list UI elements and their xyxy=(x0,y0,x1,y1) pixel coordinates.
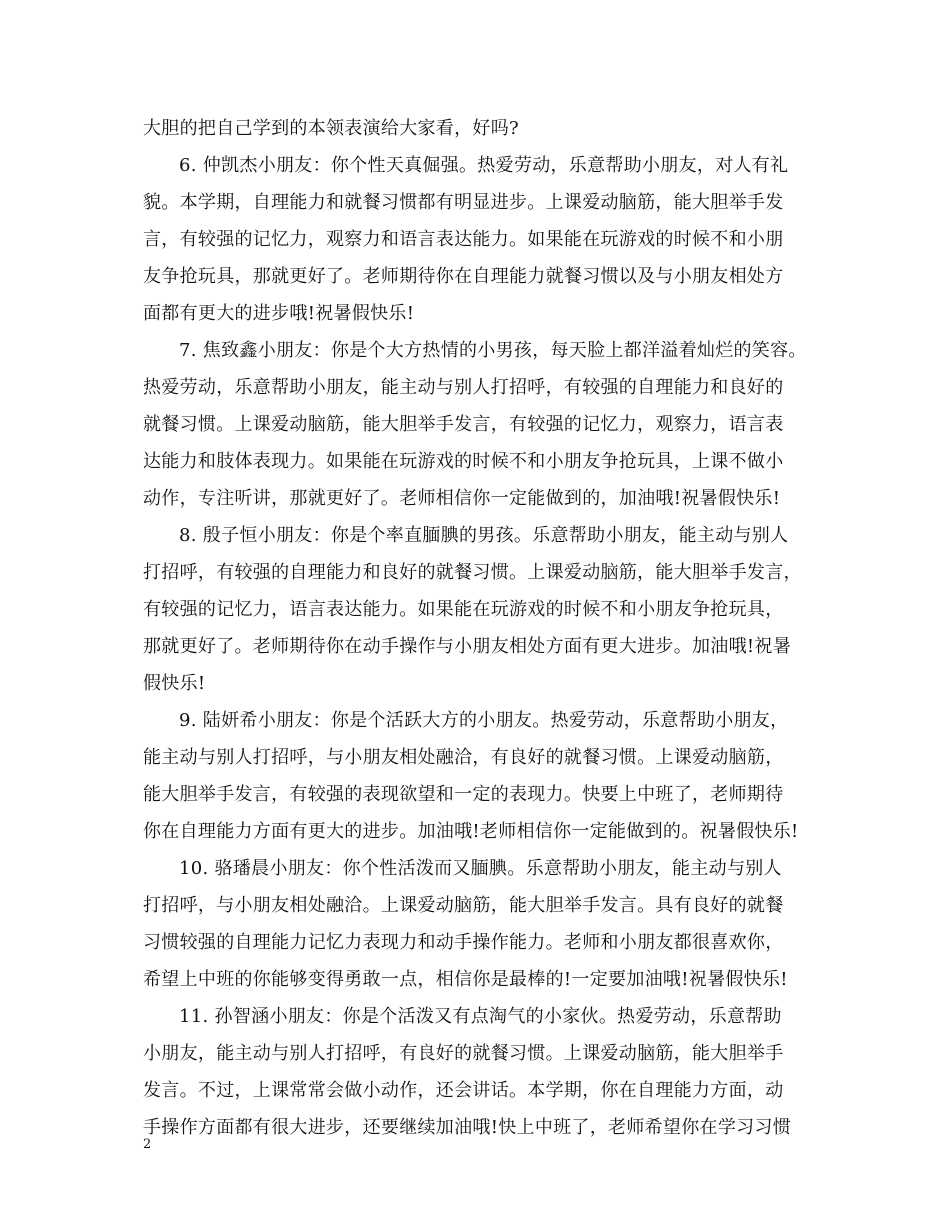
text-line: 小朋友，能主动与别人打招呼，有良好的就餐习惯。上课爱动脑筋，能大胆举手 xyxy=(143,1043,784,1064)
text-line: 打招呼，有较强的自理能力和良好的就餐习惯。上课爱动脑筋，能大胆举手发言， xyxy=(143,562,802,583)
text-line: 友争抢玩具，那就更好了。老师期待你在自理能力就餐习惯以及与小朋友相处方 xyxy=(143,266,784,287)
text-line: 能主动与别人打招呼，与小朋友相处融洽，有良好的就餐习惯。上课爱动脑筋， xyxy=(143,747,784,768)
text-line: 那就更好了。老师期待你在动手操作与小朋友相处方面有更大进步。加油哦!祝暑 xyxy=(143,636,792,657)
text-line: 你在自理能力方面有更大的进步。加油哦!老师相信你一定能做到的。祝暑假快乐! xyxy=(143,821,799,842)
text-line: 貌。本学期，自理能力和就餐习惯都有明显进步。上课爱动脑筋，能大胆举手发 xyxy=(143,192,784,213)
document-body xyxy=(143,110,823,1146)
page-number: 2 xyxy=(143,1137,152,1152)
paragraph-start-line: 6. 仲凯杰小朋友：你个性天真倔强。热爱劳动，乐意帮助小朋友，对人有礼 xyxy=(179,155,789,176)
paragraph-start-line: 9. 陆妍希小朋友：你是个活跃大方的小朋友。热爱劳动，乐意帮助小朋友， xyxy=(179,710,789,731)
text-line: 言，有较强的记忆力，观察力和语言表达能力。如果能在玩游戏的时候不和小朋 xyxy=(143,229,784,250)
paragraph-start-line: 8. 殷子恒小朋友：你是个率直腼腆的男孩。乐意帮助小朋友，能主动与别人 xyxy=(179,525,789,546)
text-line: 大胆的把自己学到的本领表演给大家看，好吗? xyxy=(143,118,519,139)
text-line: 热爱劳动，乐意帮助小朋友，能主动与别人打招呼，有较强的自理能力和良好的 xyxy=(143,377,784,398)
paragraph-start-line: 7. 焦致鑫小朋友：你是个大方热情的小男孩，每天脸上都洋溢着灿烂的笑容。 xyxy=(179,340,807,361)
text-line: 假快乐! xyxy=(143,673,206,694)
text-line: 达能力和肢体表现力。如果能在玩游戏的时候不和小朋友争抢玩具，上课不做小 xyxy=(143,451,784,472)
text-line: 动作，专注听讲，那就更好了。老师相信你一定能做到的，加油哦!祝暑假快乐! xyxy=(143,488,781,509)
text-line: 习惯较强的自理能力记忆力表现力和动手操作能力。老师和小朋友都很喜欢你， xyxy=(143,932,784,953)
paragraph-start-line: 10. 骆璠晨小朋友：你个性活泼而又腼腆。乐意帮助小朋友，能主动与别人 xyxy=(179,858,782,879)
text-line: 有较强的记忆力，语言表达能力。如果能在玩游戏的时候不和小朋友争抢玩具， xyxy=(143,599,784,620)
text-line: 发言。不过，上课常常会做小动作，还会讲话。本学期，你在自理能力方面，动 xyxy=(143,1080,784,1101)
text-line: 能大胆举手发言，有较强的表现欲望和一定的表现力。快要上中班了，老师期待 xyxy=(143,784,784,805)
text-line: 打招呼，与小朋友相处融洽。上课爱动脑筋，能大胆举手发言。具有良好的就餐 xyxy=(143,895,784,916)
text-line: 面都有更大的进步哦!祝暑假快乐! xyxy=(143,303,415,324)
text-line: 手操作方面都有很大进步，还要继续加油哦!快上中班了，老师希望你在学习习惯 xyxy=(143,1117,792,1138)
paragraph-start-line: 11. 孙智涵小朋友：你是个活泼又有点淘气的小家伙。热爱劳动，乐意帮助 xyxy=(179,1006,782,1027)
text-line: 就餐习惯。上课爱动脑筋，能大胆举手发言，有较强的记忆力，观察力，语言表 xyxy=(143,414,784,435)
text-line: 希望上中班的你能够变得勇敢一点，相信你是最棒的!一定要加油哦!祝暑假快乐! xyxy=(143,969,788,990)
